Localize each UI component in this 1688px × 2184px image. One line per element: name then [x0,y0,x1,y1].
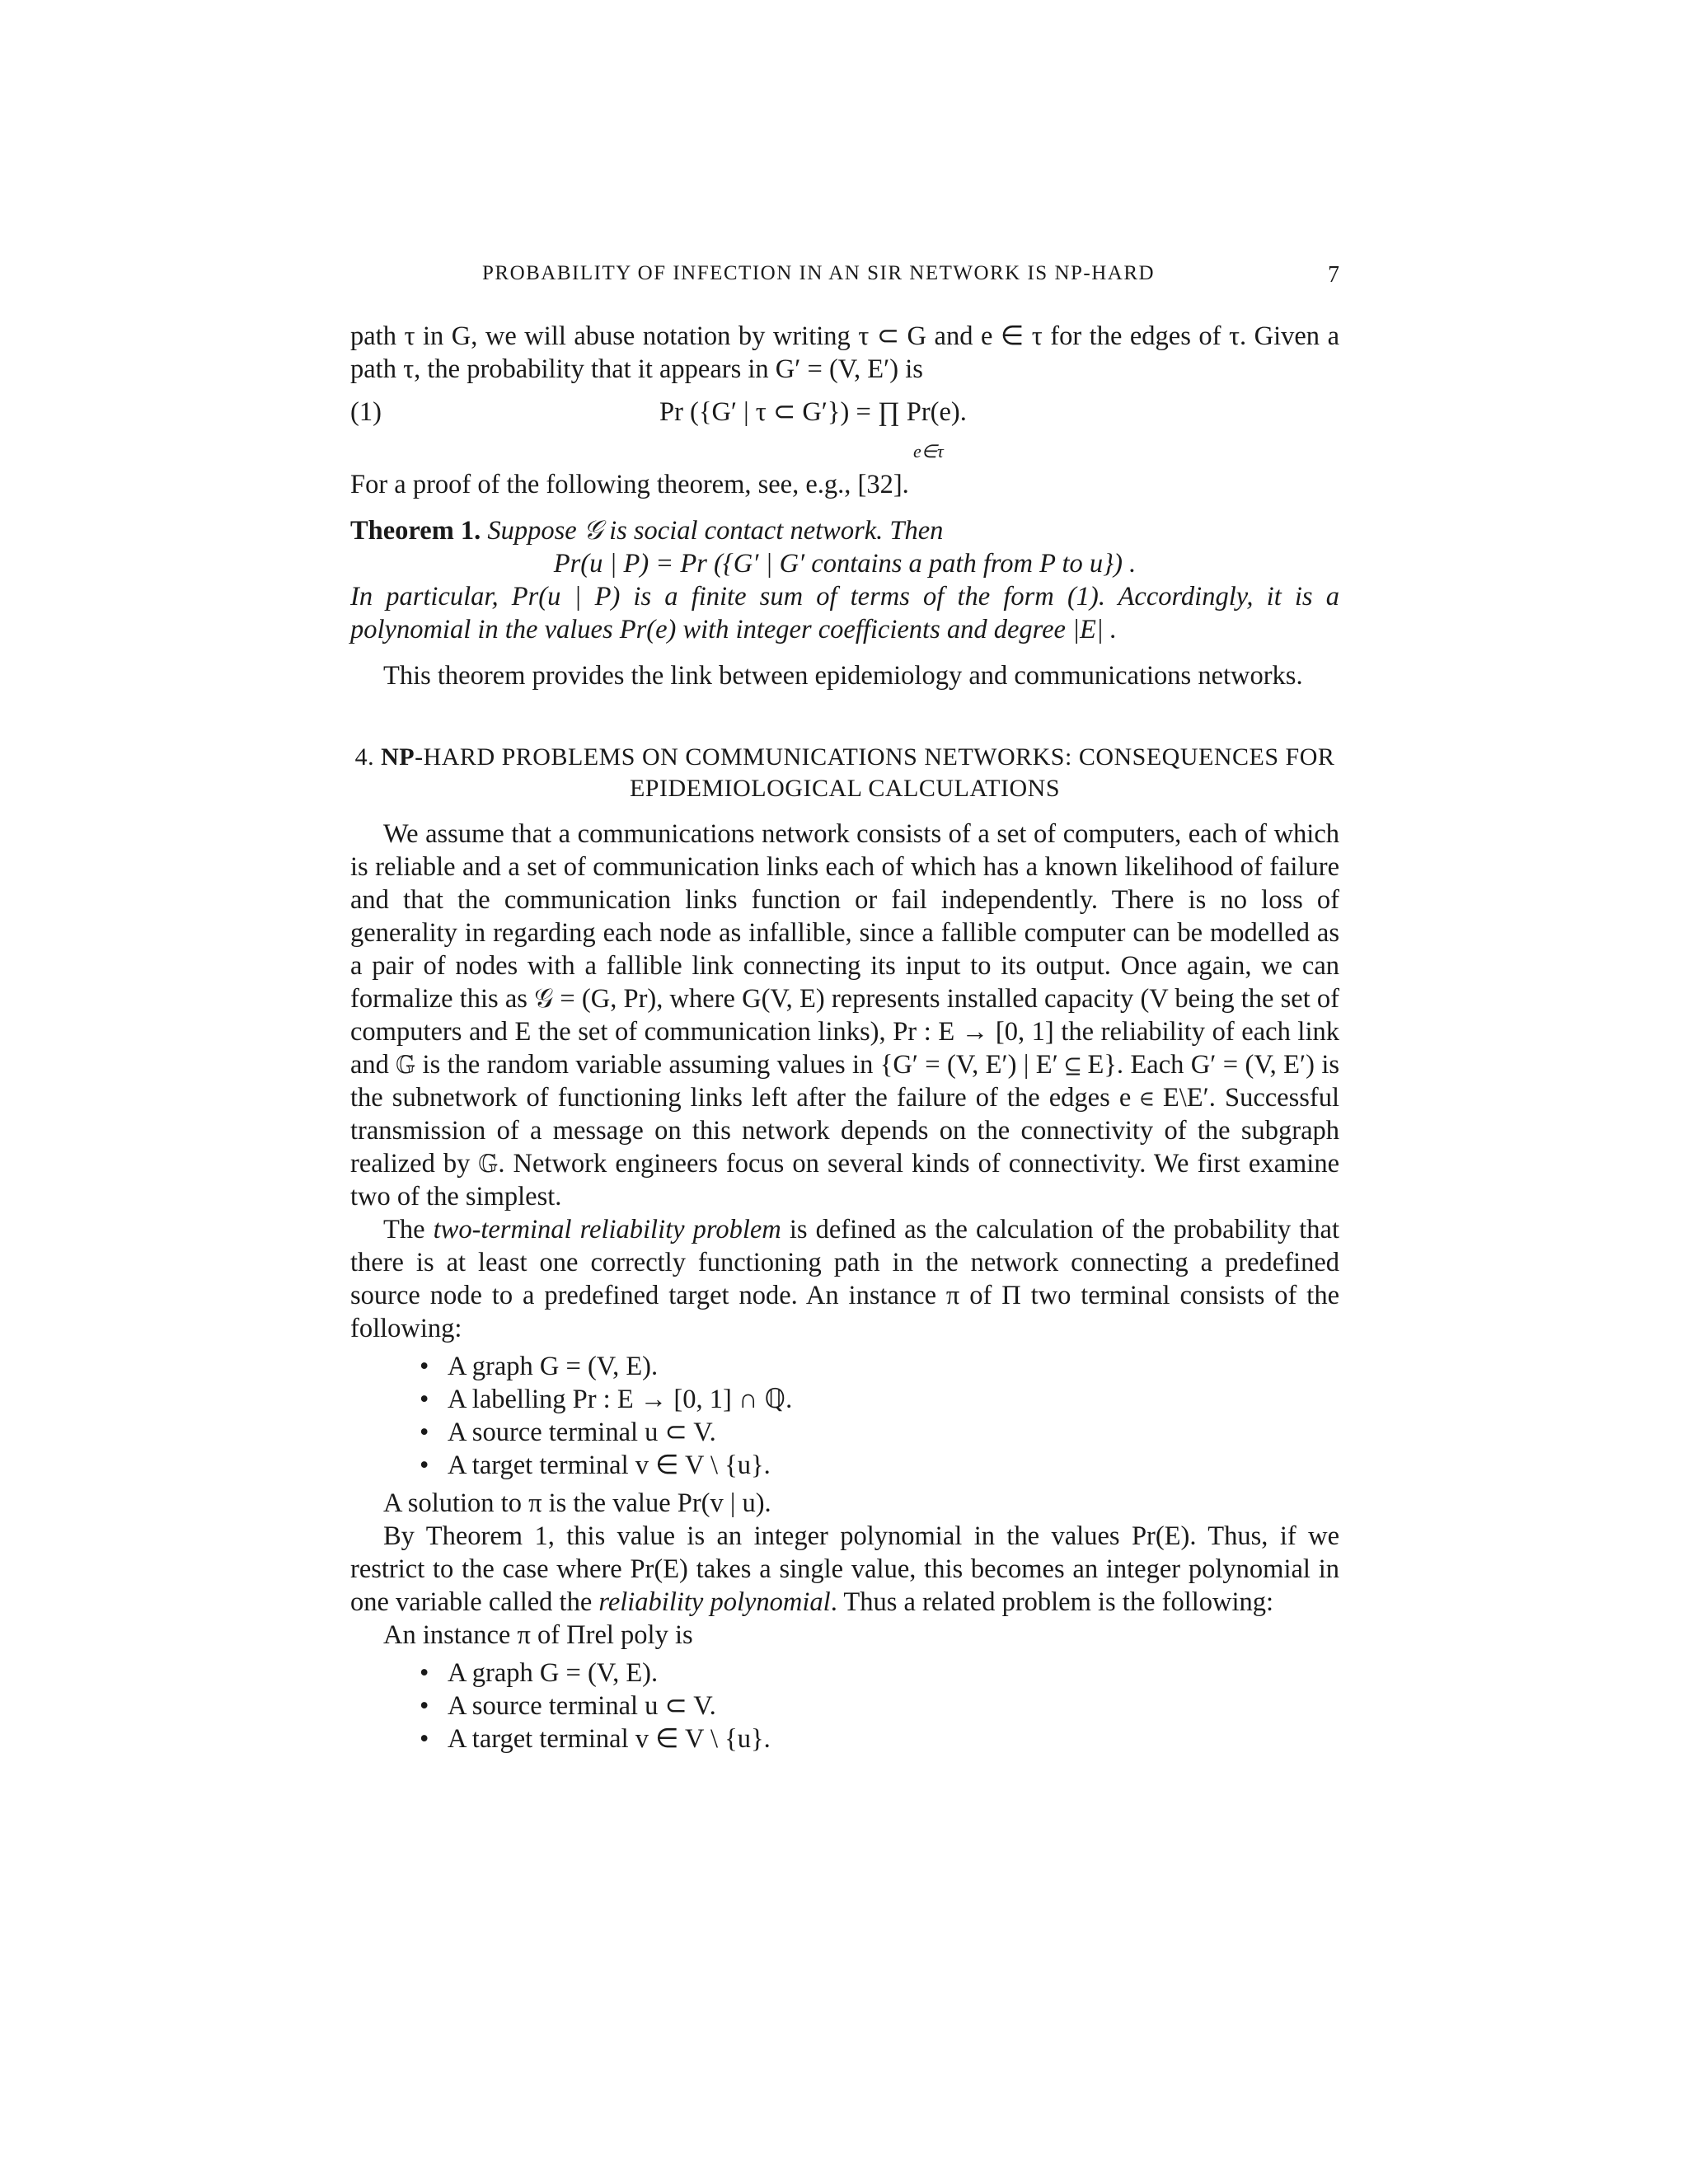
running-header [350,262,1339,295]
list-two-terminal-instance [350,1350,1339,1482]
section-number: 4. [354,743,375,771]
paragraph-network-model: We assume that a communications network consists of a set of computers, each of which is reliable and a set of communication links each of which has a known likelihood of failure and that the communication links function or fail independently. There is no loss of generality in regarding each node as infallible, since a fallible computer can be modelled as a pair of nodes with a fallible link connecting its input to its output. Once again, we can formalize this as 𝒢 = (G, Pr), where G(V, E) represents installed capacity (V being the set of computers and E the set of communication links), Pr : E → [0, 1] the reliability of each link and 𝔾 is the random variable assuming values in {G′ = (V, E′) | E′ ⊆ E}. Each G′ = (V, E′) is the subnetwork of functioning links left after the failure of the edges e ∈ E\E′. Successful transmission of a message on this network depends on the connectivity of the subgraph realized by 𝔾. Network engineers focus on several kinds of connectivity. We first examine two of the simplest. [350,819,1339,1212]
product-subscript: e∈τ [913,441,944,462]
paragraph-reliability-polynomial: By Theorem 1, this value is an integer polynomial in the values Pr(E). Thus, if we restrict to the case where Pr(E) takes a single value, this becomes an integer polynomial in one variable called the reliability polynomial. Thus a related problem is the following: [350,1521,1339,1617]
list-item: • A labelling Pr : E → [0, 1] ∩ ℚ. [448,1383,1339,1416]
paragraph-proof-reference: For a proof of the following theorem, see, e.g., [32]. [350,470,909,499]
theorem-statement: Suppose 𝒢 is social contact network. Then [487,516,944,546]
paragraph-path-notation: path τ in G, we will abuse notation by writing τ ⊂ G and e ∈ τ for the edges of τ. Given a path τ, the probability that it appears in G′ = (V, E′) is [350,321,1339,384]
list-item: • A target terminal v ∈ V \ {u}. [448,1449,1339,1482]
page-body [350,320,1339,1760]
theorem-continuation: In particular, Pr(u | P) is a finite sum of terms of the form (1). Accordingly, it is a polynomial in the values Pr(e) with integer coefficients and degree |E| . [350,582,1339,644]
theorem-display-equation: Pr(u | P) = Pr ({G′ | G′ contains a path from P to u}) . [553,549,1137,579]
page-number: 7 [1328,262,1339,288]
equation-expression: Pr ({G′ | τ ⊂ G′}) = ∏ Pr(e). [659,397,967,427]
section-np: NP [381,743,415,771]
paragraph-theorem-link: This theorem provides the link between epidemiology and communications networks. [383,661,1303,691]
equation-1 [350,386,1339,468]
theorem-1 [350,514,1339,547]
paragraph-solution: A solution to π is the value Pr(v | u). [383,1488,771,1518]
list-item: • A source terminal u ⊂ V. [448,1416,1339,1449]
section-title: -HARD PROBLEMS ON COMMUNICATIONS NETWORKS: CONSEQUENCES FOR EPIDEMIOLOGICAL CALCULATIONS [415,743,1335,802]
theorem-label: Theorem 1. [350,516,481,546]
equation-number: (1) [350,397,382,427]
list-item: • A graph G = (V, E). [448,1350,1339,1383]
paragraph-rel-poly-instance: An instance π of Πrel poly is [383,1620,693,1650]
list-item: • A target terminal v ∈ V \ {u}. [448,1722,1339,1755]
list-item: • A source terminal u ⊂ V. [448,1690,1339,1722]
paragraph-two-terminal: The two-terminal reliability problem is defined as the calculation of the probability that there is at least one correctly functioning path in the network connecting a predefined source node to a predefined target node. An instance π of Π two terminal consists of the following: [350,1215,1339,1343]
running-head: PROBABILITY OF INFECTION IN AN SIR NETWORK IS NP-HARD [482,262,1156,284]
term-reliability-polynomial: reliability polynomial [598,1587,831,1617]
list-rel-poly-instance [350,1657,1339,1755]
section-heading [350,742,1339,804]
list-item: • A graph G = (V, E). [448,1657,1339,1690]
term-two-terminal: two-terminal reliability problem [433,1215,781,1244]
